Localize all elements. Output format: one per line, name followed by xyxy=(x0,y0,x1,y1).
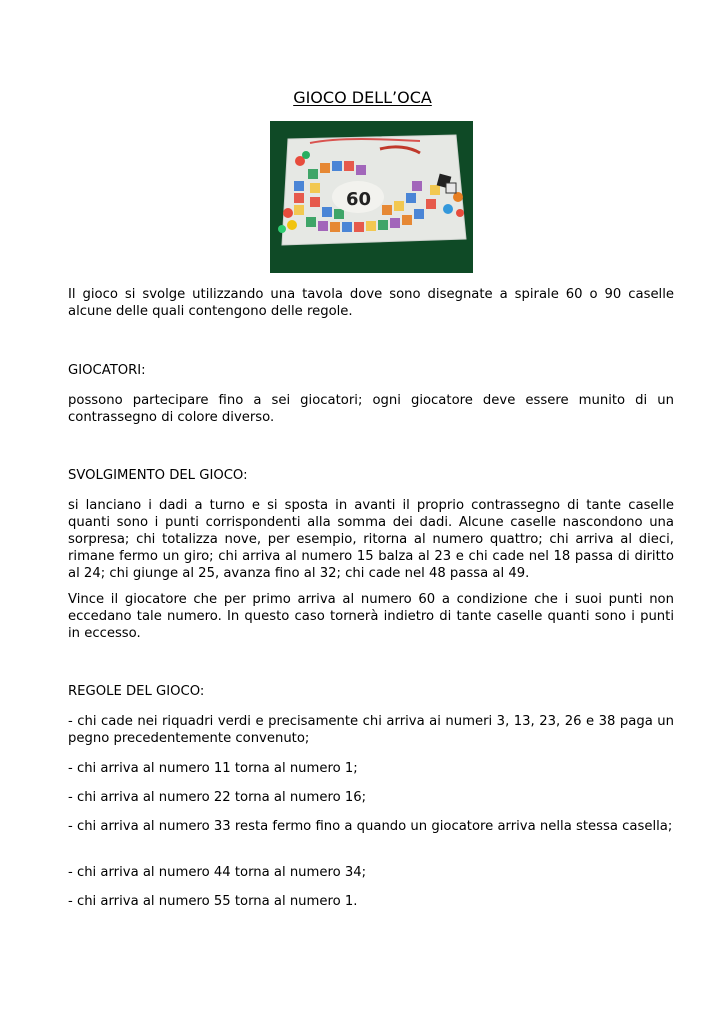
page-title: GIOCO DELL’OCA xyxy=(293,88,432,107)
rule-item-4: - chi arriva al numero 33 resta fermo fino a quando un giocatore arriva nella stessa casella; xyxy=(68,819,673,834)
intro-paragraph: Il gioco si svolge utilizzando una tavola dove sono disegnate a spirale 60 o 90 caselle alcune delle quali contengono delle regole. xyxy=(68,287,674,319)
gameplay-heading: SVOLGIMENTO DEL GIOCO: xyxy=(68,468,248,483)
rule-item-5: - chi arriva al numero 44 torna al numero 34; xyxy=(68,865,367,880)
rule-item-6: - chi arriva al numero 55 torna al numero 1. xyxy=(68,894,358,909)
gameplay-paragraph-1: si lanciano i dadi a turno e si sposta in avanti il proprio contrassegno di tante caselle quanti sono i punti corrispondenti alla somma dei dadi. Alcune caselle nascondono una sorpresa; chi totalizza nove, per esempio, ritorna al numero quattro; chi arriva al dieci, rimane fermo un giro; chi arriva al numero 15 balza al 23 e chi cade nel 18 passa di diritto al 24; chi giunge al 25, avanza fino al 32; chi cade nel 48 passa al 49. xyxy=(68,498,674,581)
players-paragraph: possono partecipare fino a sei giocatori; ogni giocatore deve essere munito di un contrassegno di colore diverso. xyxy=(68,393,674,425)
rule-item-1: - chi cade nei riquadri verdi e precisamente chi arriva ai numeri 3, 13, 23, 26 e 38 paga un pegno precedentemente convenuto; xyxy=(68,714,674,746)
gameplay-paragraph-2: Vince il giocatore che per primo arriva al numero 60 a condizione che i suoi punti non eccedano tale numero. In questo caso tornerà indietro di tante caselle quanti sono i punti in eccesso. xyxy=(68,592,674,641)
rule-item-3: - chi arriva al numero 22 torna al numero 16; xyxy=(68,790,367,805)
svg-text:60: 60 xyxy=(346,189,372,210)
rule-item-2: - chi arriva al numero 11 torna al numero 1; xyxy=(68,761,358,776)
players-heading: GIOCATORI: xyxy=(68,363,146,378)
game-board-photo xyxy=(270,121,473,273)
rules-heading: REGOLE DEL GIOCO: xyxy=(68,684,205,699)
